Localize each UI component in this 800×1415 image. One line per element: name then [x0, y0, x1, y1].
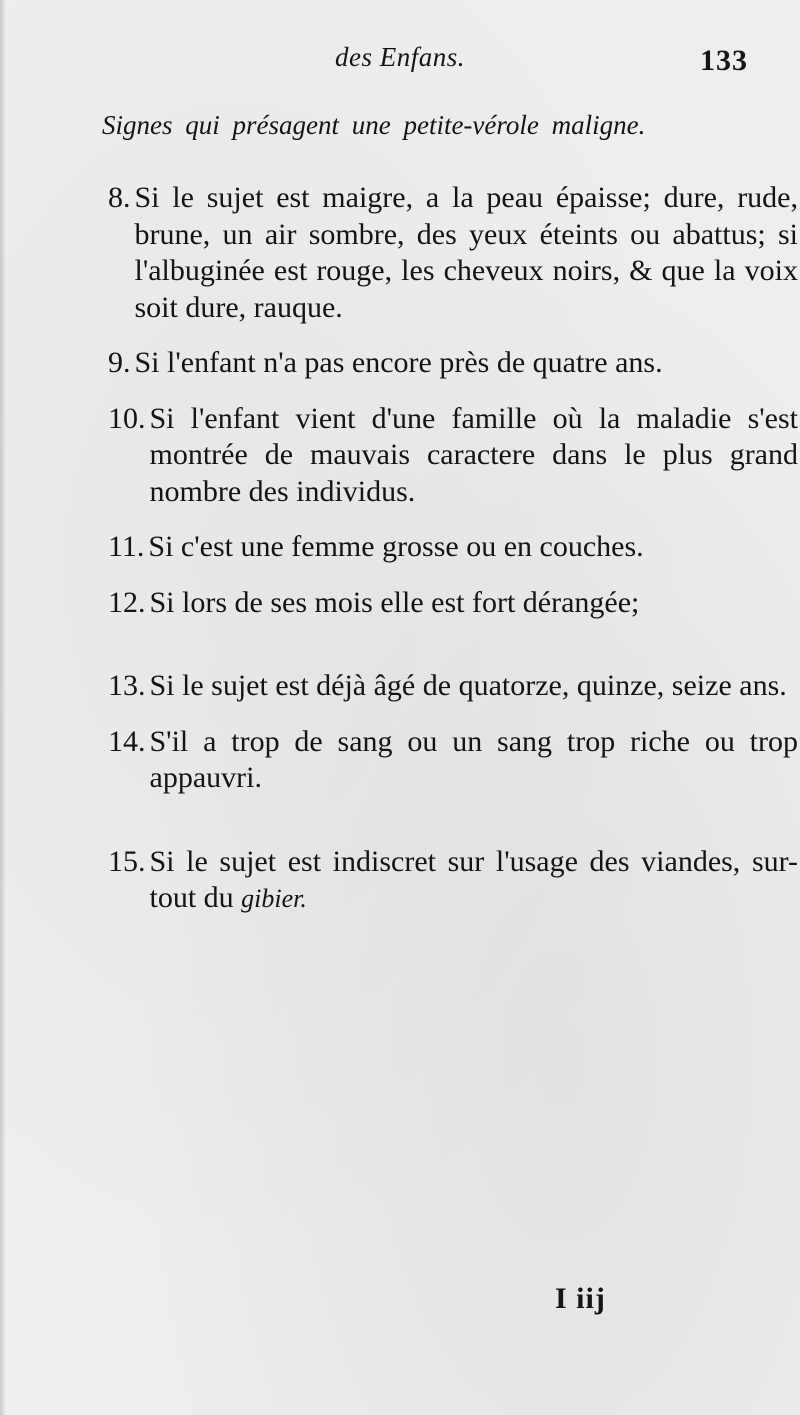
list-item — [108, 844, 798, 918]
item-text — [150, 844, 799, 918]
list-item — [108, 180, 798, 326]
item-number: 9. — [108, 346, 131, 379]
list-item — [108, 668, 798, 705]
item-text: Si l'enfant vient d'une famille où la maladie s'est montrée de mauvais caractere dans le plus grand nombre des individus. — [149, 401, 798, 508]
item-number: 8. — [108, 181, 131, 214]
item-number: 12. — [108, 585, 146, 619]
item-text: Si le sujet est déjà âgé de quatorze, quinze, seize ans. — [149, 669, 787, 702]
item-number: 10. — [108, 401, 146, 435]
item-text: Si c'est une femme grosse ou en couches. — [148, 530, 644, 563]
signature-mark: I iij — [555, 1282, 606, 1315]
list-item — [108, 585, 798, 622]
item-number: 15. — [108, 844, 146, 878]
list-item — [108, 401, 798, 511]
section-heading: Signes qui présagent une petite-vérole maligne. — [102, 110, 646, 140]
item-text-emphasis: gibier. — [241, 884, 307, 913]
page-gutter-shadow — [0, 0, 6, 1415]
item-text: Si l'enfant n'a pas encore près de quatre ans. — [134, 346, 663, 379]
item-text: S'il a trop de sang ou un sang trop riche ou trop appauvri. — [149, 724, 798, 794]
signs-list — [108, 180, 798, 937]
list-item — [108, 724, 798, 797]
item-number: 13. — [108, 669, 146, 702]
list-item — [108, 529, 798, 566]
page-number: 133 — [700, 44, 748, 77]
running-head: des Enfans. — [335, 42, 465, 72]
item-text-main: Si le sujet est indiscret sur l'usage des viandes, sur-tout du — [149, 844, 798, 914]
item-number: 14. — [108, 724, 146, 758]
item-text: Si lors de ses mois elle est fort dérangée; — [149, 585, 640, 619]
list-item — [108, 345, 798, 382]
item-text: Si le sujet est maigre, a la peau épaisse; dure, rude, brune, un air sombre, des yeux éteints ou abattus; si l'albuginée est rouge, les cheveux noirs, & que la voix soit dure, rauque. — [134, 181, 798, 324]
item-number: 11. — [108, 530, 145, 563]
